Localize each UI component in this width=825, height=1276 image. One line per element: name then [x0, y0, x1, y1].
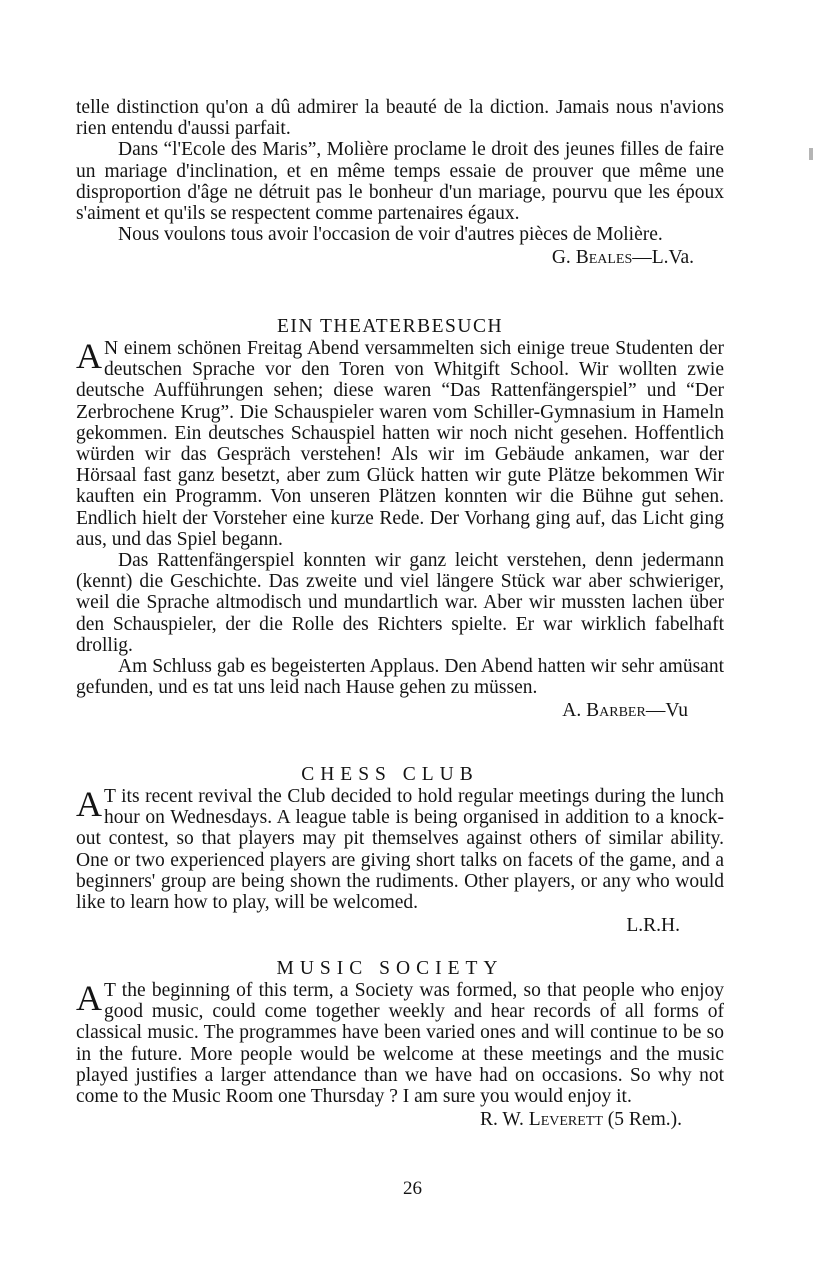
theater-paragraph-2: Das Rattenfängerspiel konnten wir ganz leicht verstehen, denn jedermann (kennt) die Geschichte. Das zweite und viel längere Stück war aber schwieriger, weil die Sprache altmodisch und mundartlich war. Aber wir mussten lachen über den Schauspieler, der die Rolle des Richters spielte. Er war wirklich fabelhaft drollig. — [76, 550, 724, 656]
music-section — [76, 958, 724, 1130]
moliere-paragraph-2: Dans “l'Ecole des Maris”, Molière proclame le droit des jeunes filles de faire un mariage d'inclination, et en même temps essaie de prouver que même une disproportion d'âge ne détruit pas le bonheur d'un mariage, pourvu que les époux s'aiment et qu'ils se respectent comme partenaires égaux. — [76, 139, 724, 225]
page-number: 26 — [403, 1178, 422, 1199]
chess-paragraph-1: A T its recent revival the Club decided to hold regular meetings during the lunch hour on Wednesdays. A league table is being organised in addition to a knock-out contest, so that players may pit themselves against others of similar ability. One or two experienced players are giving short talks on facets of the game, and a beginners' group are being shown the rudiments. Other players, or any who would like to learn how to play, will be welcomed. — [76, 784, 724, 914]
theater-paragraph-3: Am Schluss gab es begeisterten Applaus. Den Abend hatten wir sehr amüsant gefunden, und es tat uns leid nach Hause gehen zu müssen. — [76, 656, 724, 699]
music-dropcap: A — [76, 978, 102, 1018]
theater-heading: EIN THEATERBESUCH — [276, 316, 504, 337]
chess-section — [76, 764, 724, 936]
music-signature: R. W. Leverett (5 Rem.). — [480, 1109, 682, 1131]
scan-mark — [809, 148, 813, 160]
moliere-section — [76, 97, 724, 269]
chess-heading: CHESS CLUB — [301, 764, 479, 785]
music-paragraph-1: A T the beginning of this term, a Society was formed, so that people who enjoy good music, could come together weekly and hear records of all forms of classical music. The programmes have been varied ones and will continue to be so in the future. More people would be welcome at these meetings and the music played justifies a larger attendance than we have had on occasions. So why not come to the Music Room one Thursday ? I am sure you would enjoy it. — [76, 978, 724, 1108]
theater-signature: A. Barber—Vu — [562, 700, 688, 722]
theater-paragraph-1: A N einem schönen Freitag Abend versammelten sich einige treue Studenten der deutschen Sprache vor den Toren von Whitgift School. Wir wollten zwie deutsche Aufführungen sehen; diese waren “Das Rattenfängerspiel” und “Der Zerbrochene Krug”. Die Schauspieler waren vom Schiller-Gymnasium in Hameln gekommen. Ein deutsches Schauspiel hatten wir noch nicht gesehen. Hoffentlich würden wir das Gespräch verstehen! Als wir im Gebäude ankamen, war der Hörsaal fast ganz besetzt, aber zum Glück hatten wir gute Plätze bekommen Wir kauften ein Programm. Von unseren Plätzen konnten wir die Bühne gut sehen. Endlich hielt der Vorsteher eine kurze Rede. Der Vorhang ging auf, das Licht ging aus, und das Spiel begann. — [76, 336, 724, 550]
chess-signature: L.R.H. — [626, 915, 680, 937]
moliere-signature: G. Beales—L.Va. — [551, 247, 694, 269]
theater-dropcap: A — [76, 336, 102, 376]
chess-dropcap: A — [76, 784, 102, 824]
theater-section — [76, 316, 724, 722]
moliere-paragraph-3: Nous voulons tous avoir l'occasion de voir d'autres pièces de Molière. — [118, 224, 663, 246]
music-heading: MUSIC SOCIETY — [276, 958, 504, 979]
moliere-paragraph-1: telle distinction qu'on a dû admirer la beauté de la diction. Jamais nous n'avions rien entendu d'aussi parfait. — [76, 97, 724, 140]
